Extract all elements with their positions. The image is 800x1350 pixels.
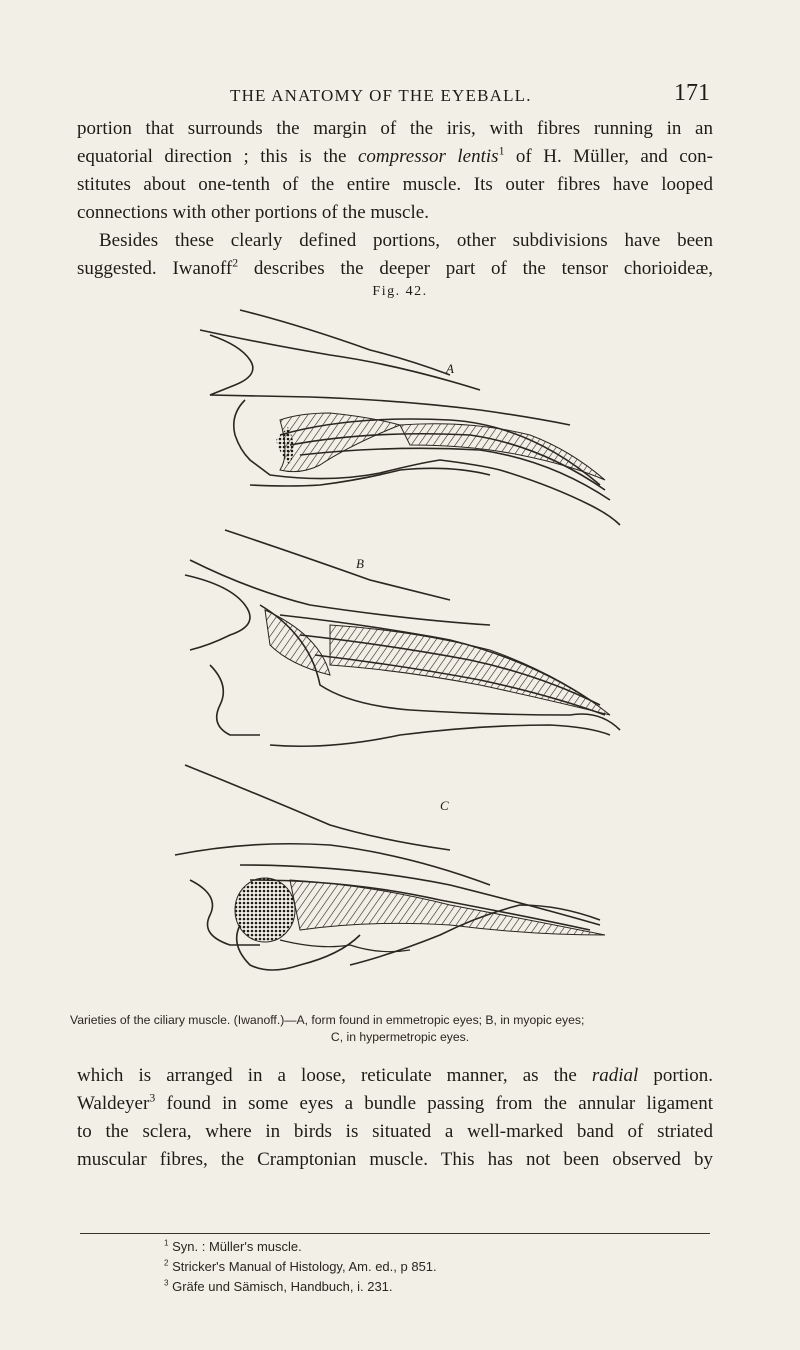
paragraph-2 [77,227,713,283]
text-line: Besides these clearly defined portions, other subdivisions have been [99,230,713,251]
running-head [80,80,710,110]
panel-a [200,310,620,525]
text-line: connections with other portions of the muscle. [77,202,429,223]
running-title: THE ANATOMY OF THE EYEBALL. [230,86,532,105]
text-line: stitutes about one-tenth of the entire muscle. Its outer fibres have looped [77,174,713,195]
footnote-rule [80,1233,710,1234]
footnote-3: $^3$ Gräfe und Sämisch, Handbuch, i. 231. [164,1278,393,1294]
footnote-ref-2: 2 [232,256,239,270]
text-line: muscular fibres, the Cramptonian muscle. This has not been observed by [77,1149,713,1170]
page-number: 171 [674,80,710,106]
figure-label: Fig. 42. [372,284,428,299]
panel-c [175,765,605,970]
text-line: portion that surrounds the margin of the iris, with fibres running in an [77,118,713,139]
ciliary-muscle-figure [150,305,710,1005]
footnotes [164,1237,437,1297]
text-line: equatorial direction ; this is the compressor lentis$^1$ of H. Müller, and con- [77,144,714,167]
paragraph-1 [77,115,713,227]
footnote-1: $^1$ Syn. : Müller's muscle. [164,1238,302,1254]
paragraph-3 [77,1062,713,1174]
text-line: suggested. Iwanoff$^2$ describes the deeper part of the tensor chorioideæ, [77,256,713,279]
text-line: which is arranged in a loose, reticulate manner, as the radial portion. [77,1065,713,1086]
panel-b [185,530,620,746]
panel-label-a: A [446,361,454,376]
panel-label-b: B [356,556,364,571]
caption-line-1: Varieties of the ciliary muscle. (Iwanoff.)—A, form found in emmetropic eyes; B, in myopic eyes; [70,1013,585,1027]
footnote-2: $^2$ Stricker's Manual of Histology, Am. ed., p 851. [164,1258,437,1274]
panel-label-c: C [440,798,449,813]
text-line: to the sclera, where in birds is situated a well-marked band of striated [77,1121,713,1142]
caption-line-2: C, in hypermetropic eyes. [330,1030,470,1044]
term-compressor-lentis: compressor lentis [357,146,499,167]
text-line: Waldeyer$^3$ found in some eyes a bundle passing from the annular ligament [77,1091,713,1114]
term-radial: radial [591,1065,639,1086]
footnote-ref-1: 1 [498,144,505,158]
footnote-ref-3: 3 [149,1091,156,1105]
figure-caption [70,1012,730,1046]
